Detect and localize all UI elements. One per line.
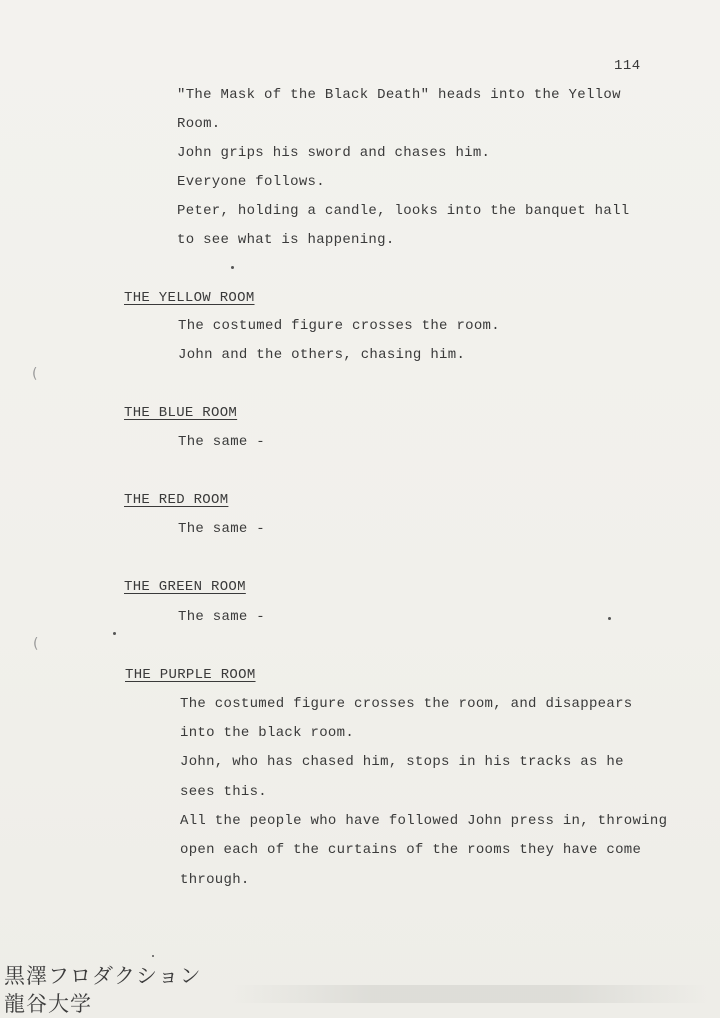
purple-room-line-6: open each of the curtains of the rooms they have come: [180, 842, 642, 858]
purple-room-line-4: sees this.: [180, 784, 268, 800]
ink-speck: [152, 955, 154, 957]
intro-line-5: Peter, holding a candle, looks into the banquet hall: [177, 203, 630, 219]
heading-purple-room: THE PURPLE ROOM: [125, 667, 256, 683]
heading-blue-room: THE BLUE ROOM: [124, 405, 238, 421]
ink-speck: [231, 266, 234, 269]
heading-green-room: THE GREEN ROOM: [124, 579, 246, 595]
bleed-through-smudge: [230, 985, 710, 1003]
purple-room-line-1: The costumed figure crosses the room, and disappears: [180, 696, 633, 712]
yellow-room-line-1: The costumed figure crosses the room.: [178, 318, 500, 334]
heading-red-room: THE RED ROOM: [124, 492, 229, 508]
paper-mark: (: [33, 636, 39, 652]
watermark-production-name: 黒澤フロダクション: [4, 964, 202, 988]
purple-room-line-2: into the black room.: [180, 725, 355, 741]
intro-line-1: "The Mask of the Black Death" heads into the Yellow: [177, 87, 621, 103]
purple-room-line-7: through.: [180, 872, 250, 888]
yellow-room-line-2: John and the others, chasing him.: [178, 347, 466, 363]
intro-line-3: John grips his sword and chases him.: [177, 145, 491, 161]
purple-room-line-5: All the people who have followed John press in, throwing: [180, 813, 668, 829]
ink-speck: [608, 617, 611, 620]
intro-line-6: to see what is happening.: [177, 232, 395, 248]
heading-yellow-room: THE YELLOW ROOM: [124, 290, 255, 306]
ink-speck: [113, 632, 116, 635]
page-number: 114: [614, 58, 641, 74]
intro-line-4: Everyone follows.: [177, 174, 325, 190]
intro-line-2: Room.: [177, 116, 221, 132]
red-room-line-1: The same -: [178, 521, 266, 537]
watermark-university-name: 龍谷大学: [4, 992, 92, 1016]
blue-room-line-1: The same -: [178, 434, 266, 450]
green-room-line-1: The same -: [178, 609, 266, 625]
purple-room-line-3: John, who has chased him, stops in his tracks as he: [180, 754, 624, 770]
paper-mark: (: [32, 366, 38, 382]
